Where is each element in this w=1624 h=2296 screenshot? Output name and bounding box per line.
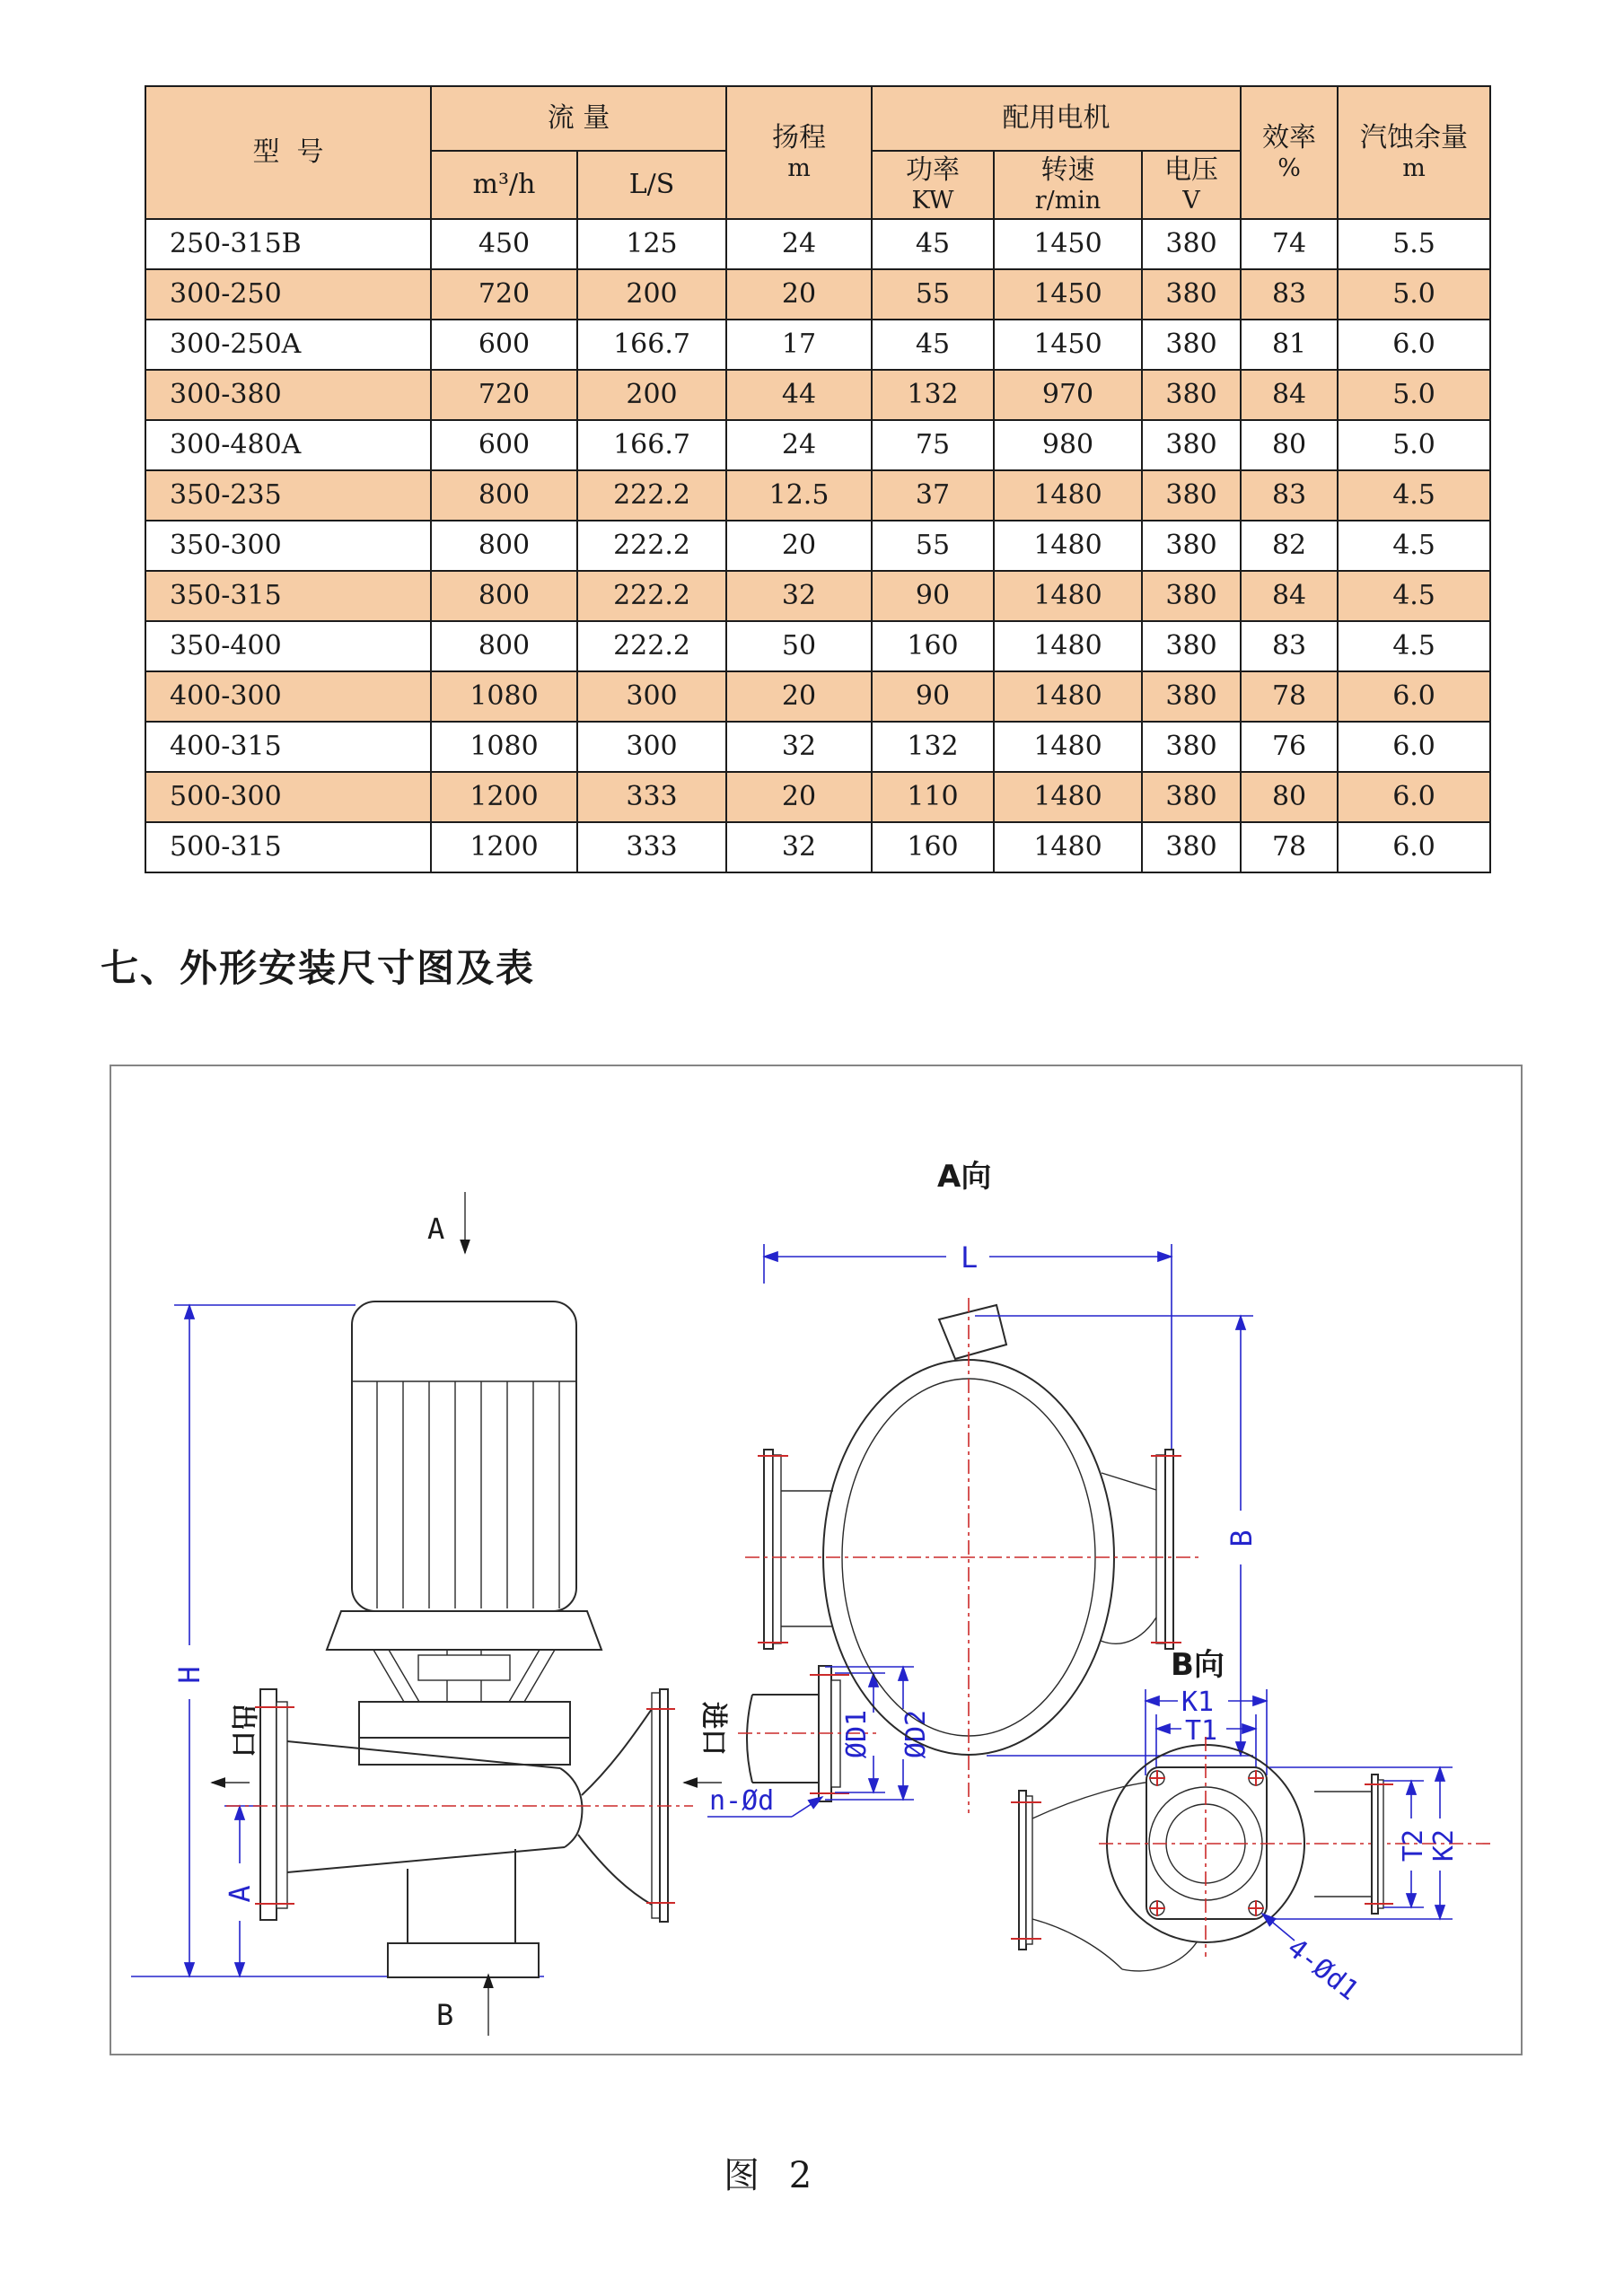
cell-npsh: 6.0	[1338, 822, 1490, 872]
top-spout	[939, 1305, 1006, 1359]
col-npsh: 汽蚀余量 m	[1338, 86, 1490, 219]
cell-model: 350-315	[145, 571, 431, 621]
cell-power: 55	[872, 521, 994, 571]
cell-voltage: 380	[1142, 420, 1241, 470]
cell-flow-ls: 222.2	[577, 621, 726, 671]
dim-nd-label: n-Ød	[709, 1785, 775, 1817]
cell-voltage: 380	[1142, 521, 1241, 571]
cell-speed: 1480	[994, 671, 1142, 722]
cell-efficiency: 81	[1241, 320, 1338, 370]
cell-efficiency: 80	[1241, 772, 1338, 822]
cell-model: 350-400	[145, 621, 431, 671]
cell-power: 132	[872, 370, 994, 420]
cell-speed: 1480	[994, 722, 1142, 772]
cell-head: 20	[726, 521, 872, 571]
cell-flow-ls: 200	[577, 370, 726, 420]
table-row	[145, 621, 1490, 671]
dim-T2-label: T2	[1398, 1828, 1429, 1862]
motor-shoulder	[327, 1611, 601, 1650]
cell-speed: 980	[994, 420, 1142, 470]
cell-model: 400-300	[145, 671, 431, 722]
cell-power: 110	[872, 772, 994, 822]
cell-model: 250-315B	[145, 219, 431, 269]
cell-speed: 970	[994, 370, 1142, 420]
dim-T1-label: T1	[1185, 1715, 1218, 1747]
view-b-title: B向	[1171, 1647, 1225, 1683]
cell-speed: 1480	[994, 621, 1142, 671]
col-voltage: 电压 V	[1142, 151, 1241, 219]
cell-npsh: 6.0	[1338, 722, 1490, 772]
cell-npsh: 6.0	[1338, 772, 1490, 822]
table-header	[145, 86, 1490, 219]
dim-K1-label: K1	[1181, 1687, 1215, 1718]
cell-head: 12.5	[726, 470, 872, 521]
cell-head: 20	[726, 772, 872, 822]
cell-head: 24	[726, 219, 872, 269]
cell-model: 350-300	[145, 521, 431, 571]
outlet-flange	[260, 1689, 277, 1920]
cell-efficiency: 84	[1241, 370, 1338, 420]
cell-head: 32	[726, 822, 872, 872]
dim-H-label: H	[172, 1666, 206, 1684]
dim-K2-label: K2	[1428, 1828, 1460, 1862]
cell-flow-ls: 166.7	[577, 320, 726, 370]
dim-D2-label: ØD2	[900, 1709, 932, 1759]
dim-D1-label: ØD1	[841, 1709, 873, 1759]
cell-speed: 1480	[994, 772, 1142, 822]
cell-head: 32	[726, 571, 872, 621]
cell-speed: 1450	[994, 320, 1142, 370]
cell-efficiency: 83	[1241, 269, 1338, 320]
col-speed: 转速 r/min	[994, 151, 1142, 219]
cell-head: 50	[726, 621, 872, 671]
cell-power: 75	[872, 420, 994, 470]
cell-power: 37	[872, 470, 994, 521]
inlet-label: 进口	[698, 1702, 729, 1756]
cell-model: 300-250A	[145, 320, 431, 370]
cell-voltage: 380	[1142, 269, 1241, 320]
cell-flow-m3h: 800	[431, 470, 577, 521]
dim-4d1-label: 4-Ød1	[1281, 1932, 1365, 2007]
cell-voltage: 380	[1142, 772, 1241, 822]
front-view	[131, 1192, 729, 2036]
cell-voltage: 380	[1142, 822, 1241, 872]
cell-model: 300-480A	[145, 420, 431, 470]
cell-flow-ls: 300	[577, 671, 726, 722]
table-row	[145, 571, 1490, 621]
pump-spec-table	[145, 85, 1491, 873]
col-flow-m3h: m³/h	[431, 151, 577, 219]
col-efficiency: 效率 %	[1241, 86, 1338, 219]
cell-voltage: 380	[1142, 621, 1241, 671]
cell-flow-ls: 300	[577, 722, 726, 772]
cell-npsh: 6.0	[1338, 320, 1490, 370]
cell-flow-m3h: 1080	[431, 722, 577, 772]
cell-flow-ls: 333	[577, 772, 726, 822]
motor-body	[352, 1301, 576, 1611]
cell-speed: 1480	[994, 470, 1142, 521]
cell-power: 90	[872, 571, 994, 621]
cell-npsh: 4.5	[1338, 621, 1490, 671]
cell-power: 160	[872, 621, 994, 671]
cell-npsh: 5.0	[1338, 420, 1490, 470]
cell-efficiency: 80	[1241, 420, 1338, 470]
col-motor: 配用电机	[872, 86, 1241, 151]
cell-model: 500-315	[145, 822, 431, 872]
cell-flow-ls: 222.2	[577, 521, 726, 571]
dim-B-label: B	[1225, 1529, 1259, 1547]
cell-efficiency: 83	[1241, 470, 1338, 521]
cell-npsh: 5.0	[1338, 269, 1490, 320]
cell-power: 132	[872, 722, 994, 772]
dim-L-label: L	[961, 1240, 979, 1275]
cell-voltage: 380	[1142, 320, 1241, 370]
col-head: 扬程 m	[726, 86, 872, 219]
cell-model: 350-235	[145, 470, 431, 521]
table-row	[145, 370, 1490, 420]
dim-A-label: A	[223, 1885, 257, 1903]
cell-speed: 1450	[994, 219, 1142, 269]
cell-flow-ls: 166.7	[577, 420, 726, 470]
flange-detail	[707, 1666, 932, 1817]
cell-power: 45	[872, 219, 994, 269]
cell-power: 45	[872, 320, 994, 370]
cell-power: 90	[872, 671, 994, 722]
cell-npsh: 5.5	[1338, 219, 1490, 269]
cell-voltage: 380	[1142, 671, 1241, 722]
section-arrow-b-label: B	[436, 1998, 454, 2032]
pump-dimension-drawing	[111, 1066, 1521, 2054]
cell-npsh: 5.0	[1338, 370, 1490, 420]
dimension-drawing-box	[110, 1065, 1523, 2055]
table-row	[145, 671, 1490, 722]
cell-flow-m3h: 600	[431, 420, 577, 470]
cell-flow-m3h: 1200	[431, 772, 577, 822]
coupling	[418, 1655, 510, 1680]
cell-efficiency: 74	[1241, 219, 1338, 269]
cell-voltage: 380	[1142, 722, 1241, 772]
cell-npsh: 4.5	[1338, 521, 1490, 571]
cell-speed: 1480	[994, 822, 1142, 872]
cell-model: 300-380	[145, 370, 431, 420]
cell-flow-ls: 125	[577, 219, 726, 269]
cell-head: 20	[726, 671, 872, 722]
cell-speed: 1450	[994, 269, 1142, 320]
cell-speed: 1480	[994, 571, 1142, 621]
col-model: 型 号	[145, 86, 431, 219]
cell-flow-m3h: 800	[431, 571, 577, 621]
cell-flow-ls: 200	[577, 269, 726, 320]
cell-head: 32	[726, 722, 872, 772]
cell-flow-ls: 333	[577, 822, 726, 872]
cell-flow-m3h: 600	[431, 320, 577, 370]
table-row	[145, 219, 1490, 269]
table-row	[145, 722, 1490, 772]
figure-caption: 图 2	[724, 2155, 821, 2196]
table-row	[145, 420, 1490, 470]
col-power: 功率 KW	[872, 151, 994, 219]
cell-voltage: 380	[1142, 571, 1241, 621]
cell-model: 400-315	[145, 722, 431, 772]
cell-npsh: 4.5	[1338, 571, 1490, 621]
cell-flow-m3h: 720	[431, 269, 577, 320]
cell-model: 300-250	[145, 269, 431, 320]
table-row	[145, 822, 1490, 872]
cell-flow-m3h: 1080	[431, 671, 577, 722]
table-body	[145, 219, 1490, 872]
table-row	[145, 269, 1490, 320]
cell-efficiency: 78	[1241, 822, 1338, 872]
base-plate	[388, 1943, 539, 1977]
section-heading: 七、外形安装尺寸图及表	[101, 946, 536, 990]
table-row	[145, 772, 1490, 822]
cell-model: 500-300	[145, 772, 431, 822]
cell-speed: 1480	[994, 521, 1142, 571]
cell-head: 17	[726, 320, 872, 370]
cell-efficiency: 76	[1241, 722, 1338, 772]
table-row	[145, 470, 1490, 521]
cell-npsh: 6.0	[1338, 671, 1490, 722]
section-arrow-a-label: A	[427, 1212, 445, 1246]
cell-head: 44	[726, 370, 872, 420]
cell-flow-ls: 222.2	[577, 571, 726, 621]
cell-flow-m3h: 800	[431, 621, 577, 671]
cell-power: 55	[872, 269, 994, 320]
cell-voltage: 380	[1142, 370, 1241, 420]
col-flow-ls: L/S	[577, 151, 726, 219]
outlet-label: 出口	[227, 1704, 259, 1757]
pump-stool	[359, 1702, 570, 1738]
cell-npsh: 4.5	[1338, 470, 1490, 521]
cell-efficiency: 82	[1241, 521, 1338, 571]
view-a-title: A向	[937, 1159, 992, 1195]
cell-head: 24	[726, 420, 872, 470]
cell-head: 20	[726, 269, 872, 320]
cell-flow-m3h: 450	[431, 219, 577, 269]
cell-flow-ls: 222.2	[577, 470, 726, 521]
cell-flow-m3h: 800	[431, 521, 577, 571]
cell-efficiency: 78	[1241, 671, 1338, 722]
cell-efficiency: 84	[1241, 571, 1338, 621]
cell-flow-m3h: 720	[431, 370, 577, 420]
table-row	[145, 521, 1490, 571]
col-flow: 流 量	[431, 86, 726, 151]
view-b	[1011, 1647, 1494, 2007]
cell-voltage: 380	[1142, 219, 1241, 269]
cell-voltage: 380	[1142, 470, 1241, 521]
table-row	[145, 320, 1490, 370]
cell-flow-m3h: 1200	[431, 822, 577, 872]
cell-efficiency: 83	[1241, 621, 1338, 671]
cell-power: 160	[872, 822, 994, 872]
